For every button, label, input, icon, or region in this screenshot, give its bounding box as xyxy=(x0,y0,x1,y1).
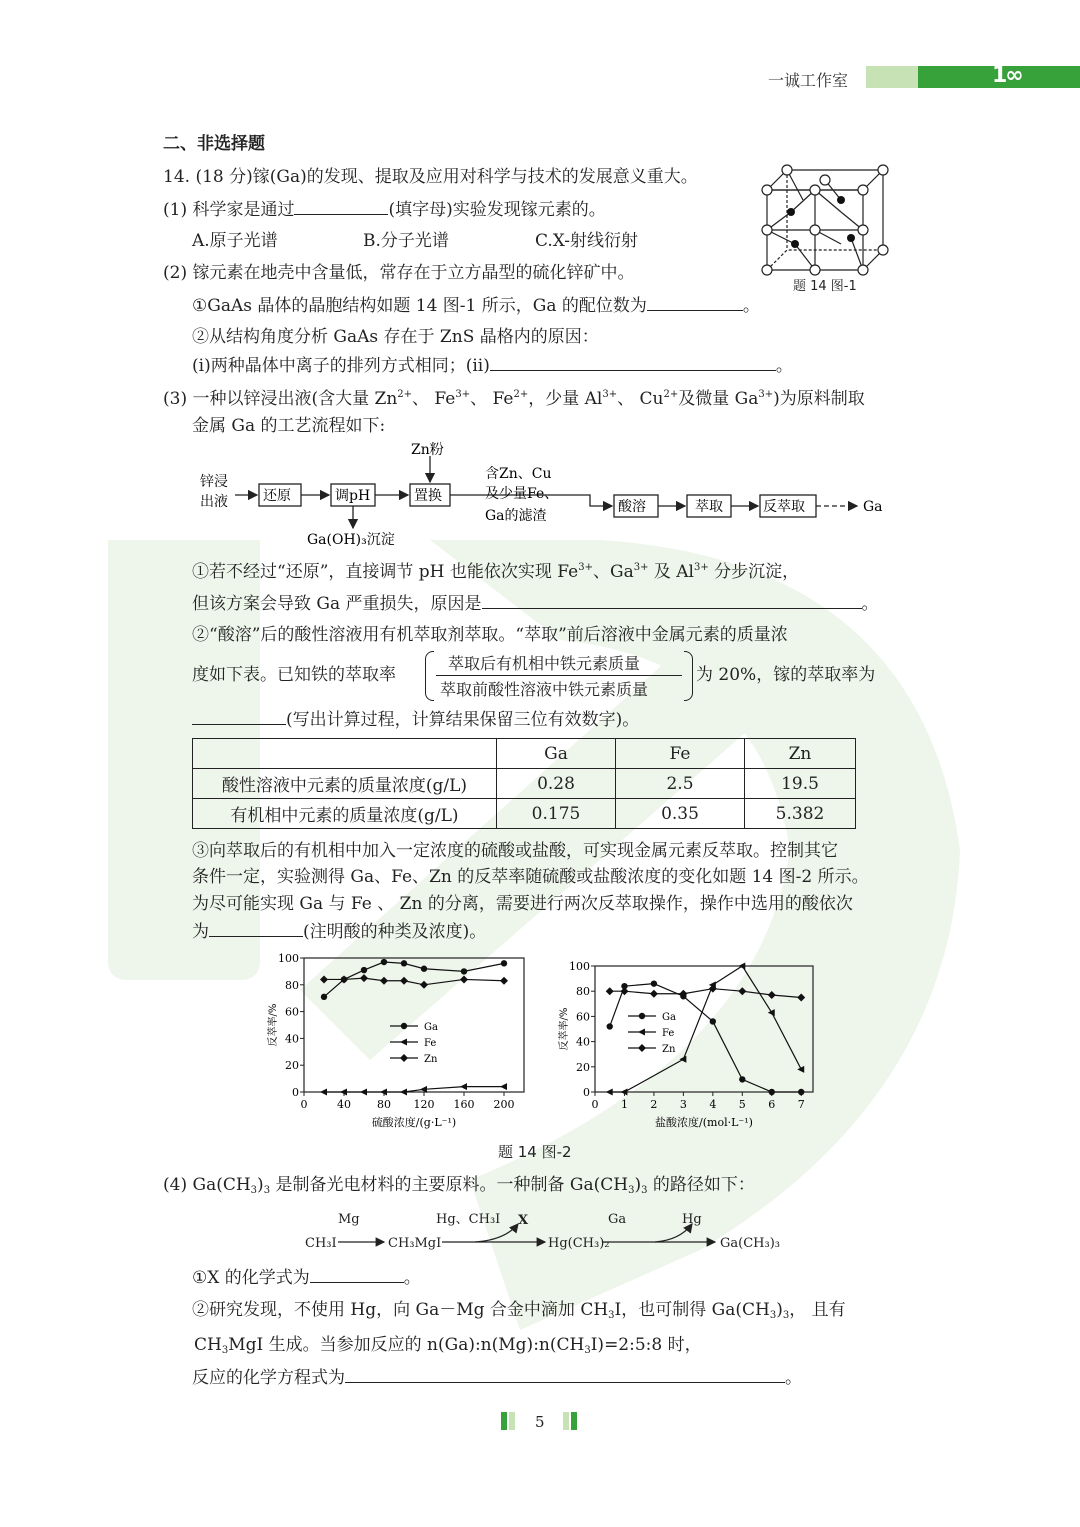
y-tick-label: 60 xyxy=(576,1010,590,1024)
series-line xyxy=(324,978,504,985)
q14-part2-2b: (i)两种晶体中离子的排列方式相同；(ii) 。 xyxy=(192,356,793,376)
q14-part2: (2) 镓元素在地壳中含量低，常存在于立方晶型的硫化锌矿中。 xyxy=(163,263,635,283)
footer-bar xyxy=(501,1412,507,1430)
data-point xyxy=(639,1013,645,1019)
q14-part3-2-line3: (写出计算过程，计算结果保留三位有效数字)。 xyxy=(192,708,639,731)
data-point xyxy=(461,968,467,974)
x-tick-label: 5 xyxy=(738,1098,746,1111)
paren-right xyxy=(684,651,693,701)
series-line xyxy=(324,1087,504,1092)
y-tick-label: 60 xyxy=(285,1005,299,1019)
flow-step-reduce: 还原 xyxy=(263,488,291,504)
route-hgch32: Hg(CH₃)₂ xyxy=(548,1236,610,1251)
table-cell: 19.5 xyxy=(745,769,856,799)
q14-part3-3-line4: 为 (注明酸的种类及浓度)。 xyxy=(192,922,487,942)
y-tick-label: 0 xyxy=(292,1086,299,1099)
option-c: C.X-射线衍射 xyxy=(535,231,639,251)
flow-step-back-extract: 反萃取 xyxy=(763,499,805,515)
data-point xyxy=(768,1009,775,1016)
legend xyxy=(628,1012,676,1055)
legend xyxy=(390,1022,438,1065)
footer-bar xyxy=(509,1412,515,1430)
q14-part4: (4) $Ga(CH_3)_3$ 是制备光电材料的主要原料。一种制备 $Ga(CH_3)_3$ 的路径如下： xyxy=(163,1175,755,1196)
table-cell: 0.35 xyxy=(616,799,745,829)
data-point xyxy=(400,977,408,985)
paren-left xyxy=(425,651,434,701)
y-tick-label: 40 xyxy=(285,1032,299,1046)
x-tick-label: 2 xyxy=(650,1098,658,1111)
q14-part4-2: ②研究发现，不使用 Hg，向 Ga－Mg 合金中滴加 $CH_3I$，也可制得 $Ga(CH_3)_3$， 且有 xyxy=(192,1300,846,1321)
x-tick-label: 1 xyxy=(620,1098,628,1111)
header-logo: 1∞ xyxy=(992,63,1022,88)
header-bar-light xyxy=(866,66,918,88)
table-cell: 2.5 xyxy=(616,769,745,799)
y-tick-label: 100 xyxy=(569,960,590,973)
data-point xyxy=(361,967,367,973)
route-mg: Mg xyxy=(338,1212,360,1227)
data-point xyxy=(400,1039,407,1046)
sulfuric-acid-chart xyxy=(262,948,532,1144)
y-axis-label: 反萃率/% xyxy=(559,1007,570,1051)
data-point xyxy=(420,981,428,989)
x-tick-label: 0 xyxy=(591,1098,599,1111)
x-axis-label: 硫酸浓度/(g·L⁻¹) xyxy=(371,1116,457,1129)
route-ch3mgi: CH₃MgI xyxy=(388,1236,442,1251)
x-tick-label: 160 xyxy=(453,1098,475,1111)
data-point xyxy=(638,1044,646,1052)
x-tick-label: 6 xyxy=(768,1098,776,1111)
series-zn xyxy=(320,974,508,989)
data-point xyxy=(679,1056,686,1063)
route-gach33: Ga(CH₃)₃ xyxy=(720,1236,780,1251)
data-point xyxy=(381,959,387,965)
q14-part3-3-line2: 条件一定，实验测得 Ga、Fe、Zn 的反萃率随硫酸或盐酸浓度的变化如题 14 图-2 所示。 xyxy=(192,867,869,887)
x-tick-label: 120 xyxy=(413,1098,435,1111)
q14-part3-2-line2b: 为 20%，镓的萃取率为 xyxy=(696,665,876,685)
x-axis-label: 盐酸浓度/(mol·L⁻¹) xyxy=(655,1116,753,1129)
table-cell: 有机相中元素的质量浓度(g/L) xyxy=(193,799,497,829)
data-point xyxy=(710,1018,716,1024)
fraction-line xyxy=(436,675,682,676)
legend-label: Zn xyxy=(424,1054,438,1065)
route-hg-ch3i: Hg、CH₃I xyxy=(436,1212,501,1227)
data-point xyxy=(421,966,427,972)
route-ch3i: CH₃I xyxy=(305,1236,337,1251)
x-tick-label: 7 xyxy=(797,1098,805,1111)
route-hg: Hg xyxy=(682,1212,702,1227)
flow-residue-1: 含Zn、Cu xyxy=(485,466,552,482)
data-point xyxy=(320,975,328,983)
series-ga xyxy=(607,980,805,1095)
y-tick-label: 20 xyxy=(576,1060,590,1074)
table-header-ga: Ga xyxy=(497,739,616,769)
q14-part4-1: ①X 的化学式为 。 xyxy=(192,1268,421,1288)
data-point xyxy=(401,1023,407,1029)
data-point xyxy=(606,1089,613,1096)
process-flow-diagram xyxy=(195,440,915,552)
y-tick-label: 80 xyxy=(285,978,299,992)
y-axis-label: 反萃率/% xyxy=(268,1003,279,1047)
route-x: X xyxy=(518,1213,529,1228)
flow-residue-3: Ga的滤渣 xyxy=(485,508,547,524)
q14-part3-2-line2a: 度如下表。已知铁的萃取率 xyxy=(192,665,396,685)
flow-step-dissolve: 酸溶 xyxy=(618,499,646,515)
table-header-zn: Zn xyxy=(745,739,856,769)
data-point xyxy=(500,1083,507,1090)
data-point xyxy=(380,977,388,985)
y-tick-label: 0 xyxy=(583,1086,590,1099)
data-point xyxy=(460,1083,467,1090)
q14-part3-1-line2: 但该方案会导致 Ga 严重损失，原因是 。 xyxy=(192,594,879,614)
y-tick-label: 80 xyxy=(576,985,590,999)
option-b: B.分子光谱 xyxy=(363,231,449,251)
section-title: 二、非选择题 xyxy=(163,134,265,154)
legend-label: Fe xyxy=(662,1028,675,1039)
data-point xyxy=(797,994,805,1002)
legend-label: Fe xyxy=(424,1038,437,1049)
table-header-row xyxy=(193,739,856,769)
q14-part3-2: ②“酸溶”后的酸性溶液用有机萃取剂萃取。“萃取”前后溶液中金属元素的质量浓 xyxy=(192,625,788,645)
data-point xyxy=(400,1054,408,1062)
flow-output: Ga xyxy=(863,499,883,515)
table-header-fe: Fe xyxy=(616,739,745,769)
data-point xyxy=(797,1066,804,1073)
series-fe xyxy=(606,963,804,1096)
data-point xyxy=(638,1029,645,1036)
fig2-caption: 题 14 图-2 xyxy=(498,1143,572,1161)
data-point xyxy=(607,1023,613,1029)
flow-input-2: 出液 xyxy=(200,494,228,510)
q14-part3: (3) 一种以锌浸出液(含大量 $Zn^{2+}$、 $Fe^{3+}$、 $Fe^{2+}$，少量 $Al^{3+}$、 $Cu^{2+}$及微量 $Ga^{3+}$)为原料制取 xyxy=(163,389,865,409)
x-tick-label: 40 xyxy=(337,1098,351,1111)
flow-step-replace: 置换 xyxy=(414,488,442,504)
q14-intro: 14. (18 分)镓(Ga)的发现、提取及应用对科学与技术的发展意义重大。 xyxy=(163,167,698,187)
flow-step-ph: 调pH xyxy=(335,488,371,504)
table-row xyxy=(193,769,856,799)
flow-residue-2: 及少量Fe、 xyxy=(485,486,559,502)
table-cell: 5.382 xyxy=(745,799,856,829)
data-point xyxy=(650,990,658,998)
q14-part3-3: ③向萃取后的有机相中加入一定浓度的硫酸或盐酸，可实现金属元素反萃取。控制其它 xyxy=(192,841,838,861)
legend-label: Zn xyxy=(662,1044,676,1055)
data-point xyxy=(739,1076,745,1082)
x-tick-label: 80 xyxy=(377,1098,391,1111)
q14-part2-1: ①GaAs 晶体的晶胞结构如题 14 图-1 所示，Ga 的配位数为 。 xyxy=(192,296,760,316)
series-zn xyxy=(606,985,805,1002)
table-cell: 0.175 xyxy=(497,799,616,829)
q14-part3-line2: 金属 Ga 的工艺流程如下: xyxy=(192,416,386,436)
x-tick-label: 200 xyxy=(493,1098,515,1111)
table-row xyxy=(193,799,856,829)
footer-bar xyxy=(563,1412,569,1430)
hydrochloric-acid-chart xyxy=(550,956,820,1144)
fig1-caption: 题 14 图-1 xyxy=(793,279,857,294)
data-point xyxy=(769,1089,775,1095)
footer-bar xyxy=(571,1412,577,1430)
data-point xyxy=(321,994,327,1000)
data-point xyxy=(360,974,368,982)
data-point xyxy=(501,960,507,966)
data-point xyxy=(400,1089,407,1096)
fraction-denominator: 萃取前酸性溶液中铁元素质量 xyxy=(440,680,649,699)
q14-part4-2-line2: $CH_3MgI$ 生成。当参加反应的 $n(Ga):n(Mg):n(CH_3I)=2:5:8$ 时， xyxy=(194,1335,702,1356)
studio-name: 一诚工作室 xyxy=(768,71,849,90)
data-point xyxy=(651,980,657,986)
table-cell: 0.28 xyxy=(497,769,616,799)
data-point xyxy=(768,991,776,999)
flow-input: 锌浸 xyxy=(200,474,228,490)
q14-part3-3-line3: 为尽可能实现 Ga 与 Fe 、 Zn 的分离，需要进行两次反萃取操作，操作中选用的酸依次 xyxy=(192,894,853,914)
legend-label: Ga xyxy=(424,1022,438,1033)
data-point xyxy=(460,975,468,983)
flow-step-extract: 萃取 xyxy=(695,499,723,515)
data-point xyxy=(500,977,508,985)
synthesis-route xyxy=(300,1208,800,1256)
q14-part2-2: ②从结构角度分析 GaAs 存在于 ZnS 晶格内的原因： xyxy=(192,327,599,347)
q14-part4-2-line3: 反应的化学方程式为 。 xyxy=(192,1368,802,1388)
table-cell: 酸性溶液中元素的质量浓度(g/L) xyxy=(193,769,497,799)
concentration-table xyxy=(192,738,856,829)
fraction-numerator: 萃取后有机相中铁元素质量 xyxy=(448,654,641,673)
data-point xyxy=(320,1089,327,1096)
table-header-cell xyxy=(193,739,497,769)
q14-part3-1: ①若不经过“还原”，直接调节 pH 也能依次实现 $Fe^{3+}$、$Ga^{3+}$ 及 $Al^{3+}$ 分步沉淀， xyxy=(192,562,800,582)
y-tick-label: 40 xyxy=(576,1035,590,1049)
data-point xyxy=(738,987,746,995)
series-line xyxy=(610,984,801,1092)
series-fe xyxy=(320,1083,507,1095)
data-point xyxy=(606,987,614,995)
x-tick-label: 4 xyxy=(709,1098,717,1111)
flow-zn-powder: Zn粉 xyxy=(411,442,444,458)
data-point xyxy=(360,1089,367,1096)
option-a: A.原子光谱 xyxy=(192,231,278,251)
q14-part1: (1) 科学家是通过 (填字母)实验发现镓元素的。 xyxy=(163,200,606,220)
data-point xyxy=(401,960,407,966)
flow-precipitate: Ga(OH)₃沉淀 xyxy=(307,532,395,548)
y-tick-label: 100 xyxy=(278,952,299,965)
page-number: 5 xyxy=(535,1413,545,1431)
x-tick-label: 3 xyxy=(679,1098,687,1111)
y-tick-label: 20 xyxy=(285,1059,299,1073)
x-tick-label: 0 xyxy=(300,1098,308,1111)
route-ga: Ga xyxy=(608,1212,627,1227)
data-point xyxy=(798,1089,804,1095)
plot-frame xyxy=(304,958,524,1092)
legend-label: Ga xyxy=(662,1012,676,1023)
